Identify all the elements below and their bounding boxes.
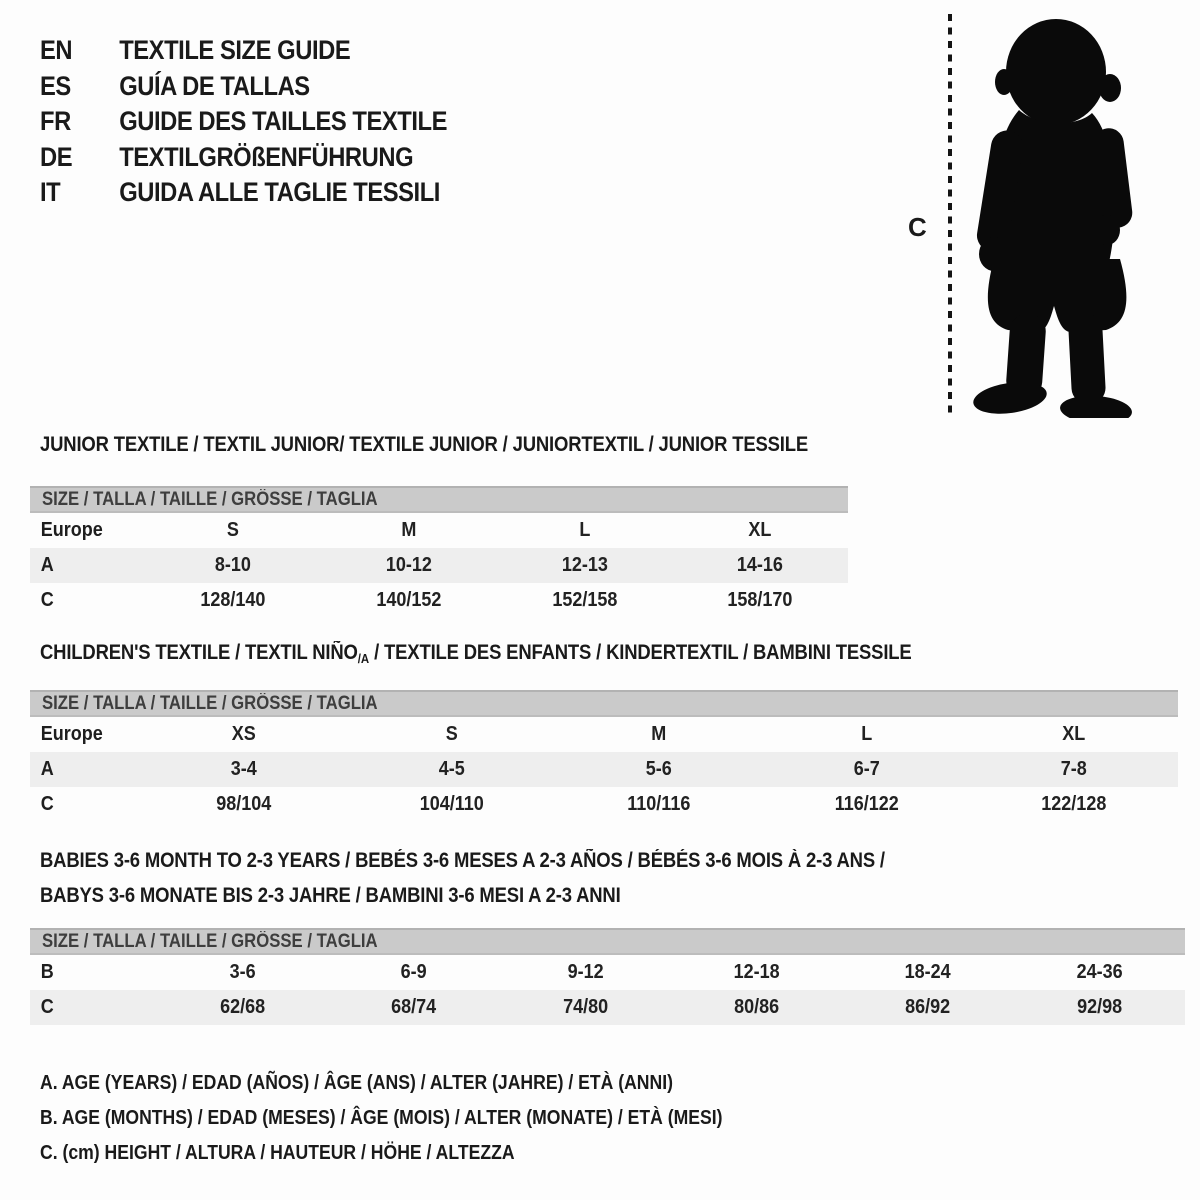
table-row <box>30 990 1185 1025</box>
age-cell: 18-24 <box>904 961 952 983</box>
toddler-silhouette-figure <box>900 8 1160 418</box>
row-label: C <box>40 996 54 1018</box>
age-cell: 14-16 <box>737 554 784 576</box>
age-cell: 3-4 <box>230 758 257 780</box>
size-header-bar <box>30 486 848 513</box>
children-size-table <box>30 690 1178 822</box>
language-title-list <box>40 33 503 211</box>
height-cell: 110/116 <box>627 793 691 815</box>
language-row-it <box>40 175 447 211</box>
age-cell: 24-36 <box>1076 961 1123 983</box>
height-cell: 68/74 <box>391 996 437 1018</box>
table-row <box>30 513 848 548</box>
children-section-title <box>40 641 1030 666</box>
table-row <box>30 717 1178 752</box>
size-header-text: SIZE / TALLA / TAILLE / GRÖSSE / TAGLIA <box>42 488 378 510</box>
legend-line-b: B. AGE (MONTHS) / EDAD (MESES) / ÂGE (MOIS) / ALTER (MONATE) / ETÀ (MESI) <box>40 1107 723 1129</box>
size-header-bar <box>30 928 1185 955</box>
size-cell: XL <box>748 519 772 541</box>
table-row <box>30 955 1185 990</box>
age-cell: 4-5 <box>438 758 465 780</box>
legend-line-c: C. (cm) HEIGHT / ALTURA / HAUTEUR / HÖHE / ALTEZZA <box>40 1142 515 1164</box>
height-cell: 98/104 <box>216 793 272 815</box>
language-title: TEXTILGRÖßENFÜHRUNG <box>119 141 414 172</box>
height-cell: 140/152 <box>376 589 442 611</box>
age-cell: 12-13 <box>561 554 608 576</box>
babies-section-title <box>40 843 1000 913</box>
age-cell: 3-6 <box>229 961 256 983</box>
age-cell: 6-7 <box>853 758 880 780</box>
age-cell: 9-12 <box>567 961 604 983</box>
language-row-en <box>40 33 447 69</box>
height-cell: 86/92 <box>905 996 951 1018</box>
height-cell: 128/140 <box>200 589 266 611</box>
babies-size-table <box>30 928 1185 1025</box>
row-label: Europe <box>40 519 103 541</box>
row-label: Europe <box>40 723 103 745</box>
table-row <box>30 752 1178 787</box>
children-title-prefix: CHILDREN'S TEXTILE / TEXTIL NIÑO <box>40 641 358 664</box>
size-cell: S <box>445 723 458 745</box>
children-section-title-text <box>40 641 912 666</box>
legend-line-a: A. AGE (YEARS) / EDAD (AÑOS) / ÂGE (ANS) / ALTER (JAHRE) / ETÀ (ANNI) <box>40 1072 673 1094</box>
row-label: A <box>40 554 54 576</box>
junior-size-table <box>30 486 848 618</box>
height-cell: 152/158 <box>551 589 617 611</box>
junior-section-title <box>40 433 913 457</box>
height-cell: 92/98 <box>1076 996 1122 1018</box>
language-row-de <box>40 140 447 176</box>
language-title: GUÍA DE TALLAS <box>119 70 310 101</box>
size-cell: M <box>651 723 667 745</box>
age-cell: 8-10 <box>214 554 251 576</box>
language-code: ES <box>40 70 71 101</box>
row-label: B <box>40 961 54 983</box>
table-row <box>30 787 1178 822</box>
language-row-fr <box>40 104 447 140</box>
size-header-text: SIZE / TALLA / TAILLE / GRÖSSE / TAGLIA <box>42 930 378 952</box>
size-cell: L <box>861 723 873 745</box>
height-cell: 122/128 <box>1041 793 1107 815</box>
height-cell: 158/170 <box>727 589 793 611</box>
language-code: DE <box>40 141 73 172</box>
height-cell: 104/110 <box>419 793 484 815</box>
height-cell: 80/86 <box>734 996 780 1018</box>
row-label: C <box>40 793 54 815</box>
age-cell: 5-6 <box>645 758 672 780</box>
age-cell: 6-9 <box>400 961 427 983</box>
language-row-es <box>40 69 447 105</box>
language-title: GUIDA ALLE TAGLIE TESSILI <box>119 177 440 207</box>
size-header-bar <box>30 690 1178 717</box>
language-title: GUIDE DES TAILLES TEXTILE <box>119 106 448 136</box>
measure-legend <box>40 1066 816 1171</box>
row-label: A <box>40 758 54 780</box>
children-title-suffix: / TEXTILE DES ENFANTS / KINDERTEXTIL / BAMBINI TESSILE <box>369 641 912 664</box>
toddler-silhouette-icon <box>971 19 1134 418</box>
age-cell: 10-12 <box>385 554 432 576</box>
row-label: C <box>40 589 54 611</box>
size-cell: L <box>578 519 590 541</box>
language-code: FR <box>40 106 71 136</box>
height-cell: 116/122 <box>834 793 899 815</box>
size-header-text: SIZE / TALLA / TAILLE / GRÖSSE / TAGLIA <box>42 692 378 714</box>
children-title-subscript: /A <box>357 651 370 666</box>
size-cell: M <box>401 519 417 541</box>
babies-title-line1: BABIES 3-6 MONTH TO 2-3 YEARS / BEBÉS 3-6 MESES A 2-3 AÑOS / BÉBÉS 3-6 MOIS À 2-3 ANS / <box>40 849 885 872</box>
height-measure-label: C <box>908 212 927 242</box>
height-cell: 62/68 <box>220 996 266 1018</box>
size-cell: XS <box>231 723 256 745</box>
age-cell: 7-8 <box>1061 758 1088 780</box>
junior-section-title-text: JUNIOR TEXTILE / TEXTIL JUNIOR/ TEXTILE JUNIOR / JUNIORTEXTIL / JUNIOR TESSILE <box>40 433 809 456</box>
table-row <box>30 583 848 618</box>
table-row <box>30 548 848 583</box>
age-cell: 12-18 <box>733 961 780 983</box>
size-cell: S <box>226 519 239 541</box>
size-cell: XL <box>1062 723 1086 745</box>
height-cell: 74/80 <box>562 996 608 1018</box>
language-title: TEXTILE SIZE GUIDE <box>119 35 351 65</box>
babies-title-line2: BABYS 3-6 MONATE BIS 2-3 JAHRE / BAMBINI 3-6 MESI A 2-3 ANNI <box>40 884 621 907</box>
language-code: EN <box>40 35 73 65</box>
language-code: IT <box>40 177 61 207</box>
